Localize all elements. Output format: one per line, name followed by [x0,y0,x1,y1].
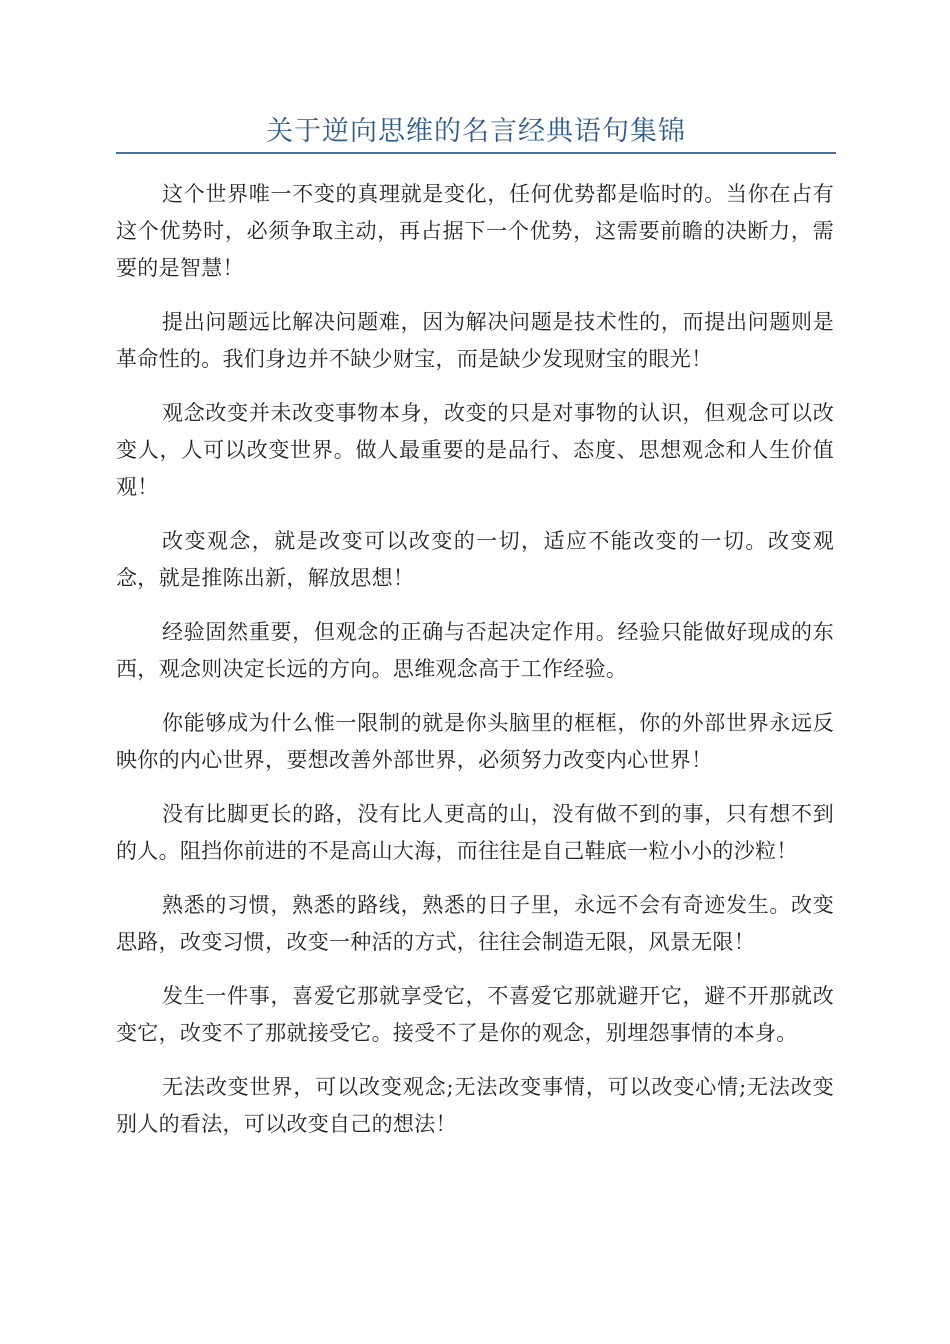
quote-paragraph: 这个世界唯一不变的真理就是变化，任何优势都是临时的。当你在占有这个优势时，必须争取主动，再占据下一个优势，这需要前瞻的决断力，需要的是智慧！ [116,182,834,280]
quote-paragraph: 经验固然重要，但观念的正确与否起决定作用。经验只能做好现成的东西，观念则决定长远的方向。思维观念高于工作经验。 [116,620,834,681]
quote-paragraph: 你能够成为什么惟一限制的就是你头脑里的框框，你的外部世界永远反映你的内心世界，要想改善外部世界，必须努力改变内心世界！ [116,711,834,772]
quote-paragraph: 熟悉的习惯，熟悉的路线，熟悉的日子里，永远不会有奇迹发生。改变思路，改变习惯，改变一种活的方式，往往会制造无限，风景无限！ [116,893,834,954]
quote-paragraph: 观念改变并未改变事物本身，改变的只是对事物的认识，但观念可以改变人，人可以改变世界。做人最重要的是品行、态度、思想观念和人生价值观！ [116,401,834,499]
quote-paragraph: 提出问题远比解决问题难，因为解决问题是技术性的，而提出问题则是革命性的。我们身边并不缺少财宝，而是缺少发现财宝的眼光！ [116,310,834,371]
quote-paragraph: 没有比脚更长的路，没有比人更高的山，没有做不到的事，只有想不到的人。阻挡你前进的不是高山大海，而往往是自己鞋底一粒小小的沙粒！ [116,802,834,863]
quote-paragraph: 改变观念，就是改变可以改变的一切，适应不能改变的一切。改变观念，就是推陈出新，解放思想！ [116,529,834,590]
title-underline [116,152,836,154]
quote-paragraph: 无法改变世界，可以改变观念;无法改变事情，可以改变心情;无法改变别人的看法，可以改变自己的想法！ [116,1075,834,1136]
page-title: 关于逆向思维的名言经典语句集锦 [266,116,686,147]
quote-paragraph: 发生一件事，喜爱它那就享受它，不喜爱它那就避开它，避不开那就改变它，改变不了那就接受它。接受不了是你的观念，别埋怨事情的本身。 [116,984,834,1045]
document-body [116,176,834,1160]
title-block [116,112,836,154]
